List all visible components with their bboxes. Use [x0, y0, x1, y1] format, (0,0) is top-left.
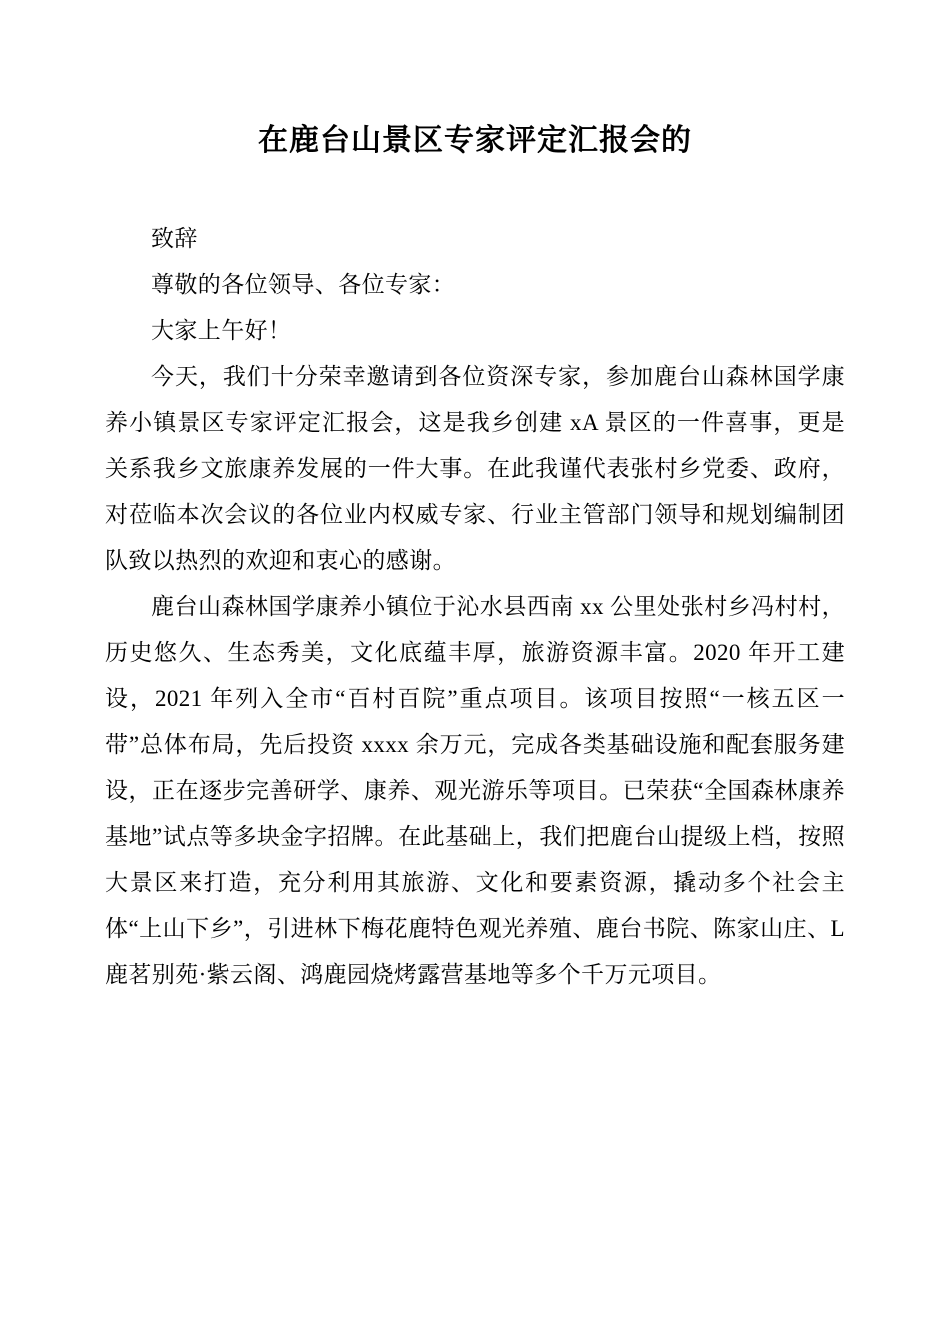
page-title: 在鹿台山景区专家评定汇报会的: [258, 124, 692, 157]
document-body: [105, 216, 845, 998]
paragraph-salutation-heading: 致辞: [151, 226, 198, 251]
paragraph-addressees: 尊敬的各位领导、各位专家：: [151, 272, 456, 297]
paragraph-welcome: 今天，我们十分荣幸邀请到各位资深专家，参加鹿台山森林国学康养小镇景区专家评定汇报会，这是我乡创建 xA 景区的一件喜事，更是关系我乡文旅康养发展的一件大事。在此我谨代表张村乡党委、政府，对莅临本次会议的各位业内权威专家、行业主管部门领导和规划编制团队致以热烈的欢迎和衷心的感谢。: [105, 364, 845, 573]
paragraph-project-overview: 鹿台山森林国学康养小镇位于沁水县西南 xx 公里处张村乡冯村村，历史悠久、生态秀美，文化底蕴丰厚，旅游资源丰富。2020 年开工建设，2021 年列入全市“百村百院”重点项目。该项目按照“一核五区一带”总体布局，先后投资 xxxx 余万元，完成各类基础设施和配套服务建设，正在逐步完善研学、康养、观光游乐等项目。已荣获“全国森林康养基地”试点等多块金字招牌。在此基础上，我们把鹿台山提级上档，按照大景区来打造，充分利用其旅游、文化和要素资源，撬动多个社会主体“上山下乡”，引进林下梅花鹿特色观光养殖、鹿台书院、陈家山庄、L 鹿茗别苑·紫云阁、鸿鹿园烧烤露营基地等多个千万元项目。: [105, 594, 845, 987]
paragraph-greeting: 大家上午好！: [151, 318, 292, 343]
